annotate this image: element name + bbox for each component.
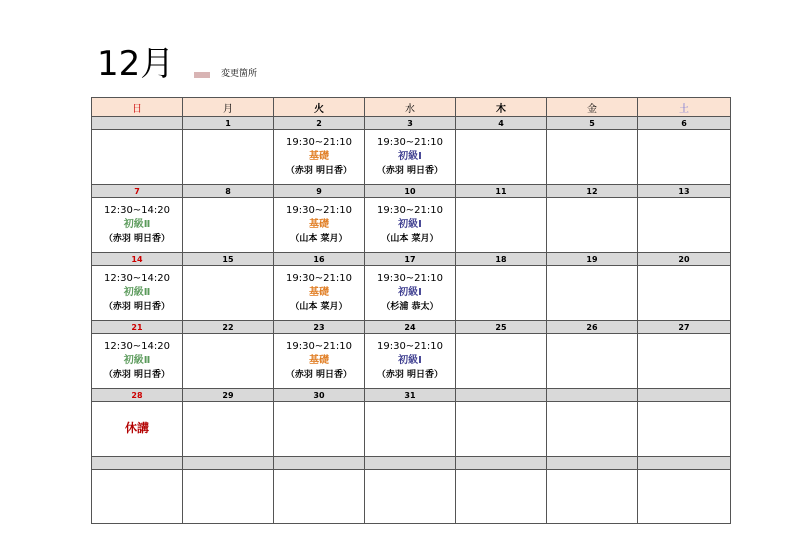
date-number: [638, 389, 731, 402]
event-class: 初級Ⅱ: [123, 219, 151, 230]
date-number: 3: [365, 117, 456, 130]
date-number: 11: [456, 185, 547, 198]
date-number: 17: [365, 253, 456, 266]
day-cell: [456, 470, 547, 524]
date-number: 31: [365, 389, 456, 402]
date-number: 1: [183, 117, 274, 130]
day-cell: [638, 334, 731, 389]
date-number: 12: [547, 185, 638, 198]
event-class: 基礎: [309, 355, 329, 366]
event-instructor: （山本 菜月）: [290, 234, 348, 244]
weekday-header-row: [92, 98, 731, 117]
day-cell: [92, 130, 183, 185]
weekday-header: 金: [547, 98, 638, 117]
event-row: [92, 470, 731, 524]
event-time: 19:30~21:10: [285, 341, 352, 352]
day-cell: [638, 470, 731, 524]
day-cell: [183, 266, 274, 321]
calendar-table: [91, 97, 731, 524]
weekday-header: 木: [456, 98, 547, 117]
day-cell: [92, 334, 183, 389]
weekday-header: 日: [92, 98, 183, 117]
date-number: 10: [365, 185, 456, 198]
event-instructor: （赤羽 明日香）: [376, 166, 444, 176]
date-number: 14: [92, 253, 183, 266]
event-instructor: （赤羽 明日香）: [285, 166, 353, 176]
date-number: 9: [274, 185, 365, 198]
event-time: 19:30~21:10: [285, 137, 352, 148]
date-number: [183, 457, 274, 470]
date-number: 15: [183, 253, 274, 266]
event-time: 19:30~21:10: [376, 205, 443, 216]
date-number: [638, 457, 731, 470]
day-cell: [365, 130, 456, 185]
event-time: 12:30~14:20: [103, 205, 170, 216]
legend-swatch: [194, 72, 210, 78]
event-instructor: （赤羽 明日香）: [103, 234, 171, 244]
date-number: 5: [547, 117, 638, 130]
date-number: 27: [638, 321, 731, 334]
event-instructor: （赤羽 明日香）: [285, 370, 353, 380]
legend-label: 変更箇所: [221, 69, 258, 79]
day-cell: [638, 402, 731, 457]
date-number: 18: [456, 253, 547, 266]
event-class: 初級Ⅱ: [123, 355, 151, 366]
event-class: 初級Ⅰ: [398, 355, 422, 366]
date-number: 8: [183, 185, 274, 198]
event-instructor: （赤羽 明日香）: [103, 302, 171, 312]
day-cell: [547, 266, 638, 321]
date-number: 29: [183, 389, 274, 402]
day-cell: [638, 266, 731, 321]
date-row: [92, 389, 731, 402]
day-cell: [92, 402, 183, 457]
day-cell: [365, 470, 456, 524]
day-cell: [456, 198, 547, 253]
day-cell: [274, 130, 365, 185]
day-cell: [183, 198, 274, 253]
day-cell: [547, 470, 638, 524]
event-instructor: （山本 菜月）: [290, 302, 348, 312]
date-number: [365, 457, 456, 470]
day-cell: [365, 198, 456, 253]
event-class: 初級Ⅱ: [123, 287, 151, 298]
date-number: 6: [638, 117, 731, 130]
event-class: 初級Ⅰ: [398, 151, 422, 162]
event-class: 基礎: [309, 219, 329, 230]
day-cell: [274, 470, 365, 524]
event-row: [92, 198, 731, 253]
day-cell: [547, 130, 638, 185]
event-row: [92, 130, 731, 185]
day-cell: [456, 402, 547, 457]
event-instructor: （山本 菜月）: [381, 234, 439, 244]
date-number: 4: [456, 117, 547, 130]
date-number: 16: [274, 253, 365, 266]
date-row: [92, 117, 731, 130]
event-time: 19:30~21:10: [376, 341, 443, 352]
date-number: [456, 389, 547, 402]
event-class: 基礎: [309, 151, 329, 162]
date-number: 23: [274, 321, 365, 334]
day-cell: [183, 130, 274, 185]
date-number: [92, 457, 183, 470]
event-instructor: （杉浦 恭太）: [381, 302, 439, 312]
day-cell: [547, 198, 638, 253]
date-number: 24: [365, 321, 456, 334]
date-number: 20: [638, 253, 731, 266]
event-class: 初級Ⅰ: [398, 219, 422, 230]
event-row: [92, 266, 731, 321]
event-time: 12:30~14:20: [103, 341, 170, 352]
date-number: [547, 389, 638, 402]
day-cell: [92, 266, 183, 321]
date-number: 25: [456, 321, 547, 334]
closed-label: 休講: [124, 421, 149, 435]
day-cell: [365, 334, 456, 389]
event-row: [92, 402, 731, 457]
day-cell: [274, 198, 365, 253]
day-cell: [547, 334, 638, 389]
event-row: [92, 334, 731, 389]
date-number: 7: [92, 185, 183, 198]
day-cell: [183, 470, 274, 524]
day-cell: [638, 130, 731, 185]
page-title: 12月: [97, 44, 175, 84]
weekday-header: 火: [274, 98, 365, 117]
event-time: 19:30~21:10: [285, 205, 352, 216]
event-time: 12:30~14:20: [103, 273, 170, 284]
event-class: 基礎: [309, 287, 329, 298]
day-cell: [274, 266, 365, 321]
date-number: 13: [638, 185, 731, 198]
day-cell: [638, 198, 731, 253]
day-cell: [456, 266, 547, 321]
date-number: 2: [274, 117, 365, 130]
event-time: 19:30~21:10: [376, 273, 443, 284]
date-number: 26: [547, 321, 638, 334]
date-row: [92, 185, 731, 198]
date-number: [547, 457, 638, 470]
day-cell: [274, 334, 365, 389]
date-number: [456, 457, 547, 470]
date-number: 19: [547, 253, 638, 266]
date-number: 30: [274, 389, 365, 402]
day-cell: [183, 402, 274, 457]
day-cell: [365, 402, 456, 457]
event-instructor: （赤羽 明日香）: [376, 370, 444, 380]
event-instructor: （赤羽 明日香）: [103, 370, 171, 380]
event-class: 初級Ⅰ: [398, 287, 422, 298]
event-time: 19:30~21:10: [376, 137, 443, 148]
weekday-header: 水: [365, 98, 456, 117]
weekday-header: 月: [183, 98, 274, 117]
day-cell: [92, 470, 183, 524]
date-row: [92, 457, 731, 470]
weekday-header: 土: [638, 98, 731, 117]
date-number: 28: [92, 389, 183, 402]
day-cell: [456, 334, 547, 389]
day-cell: [456, 130, 547, 185]
date-row: [92, 321, 731, 334]
date-number: [274, 457, 365, 470]
date-number: [92, 117, 183, 130]
day-cell: [365, 266, 456, 321]
day-cell: [92, 198, 183, 253]
event-time: 19:30~21:10: [285, 273, 352, 284]
date-number: 22: [183, 321, 274, 334]
day-cell: [274, 402, 365, 457]
date-row: [92, 253, 731, 266]
day-cell: [183, 334, 274, 389]
date-number: 21: [92, 321, 183, 334]
day-cell: [547, 402, 638, 457]
